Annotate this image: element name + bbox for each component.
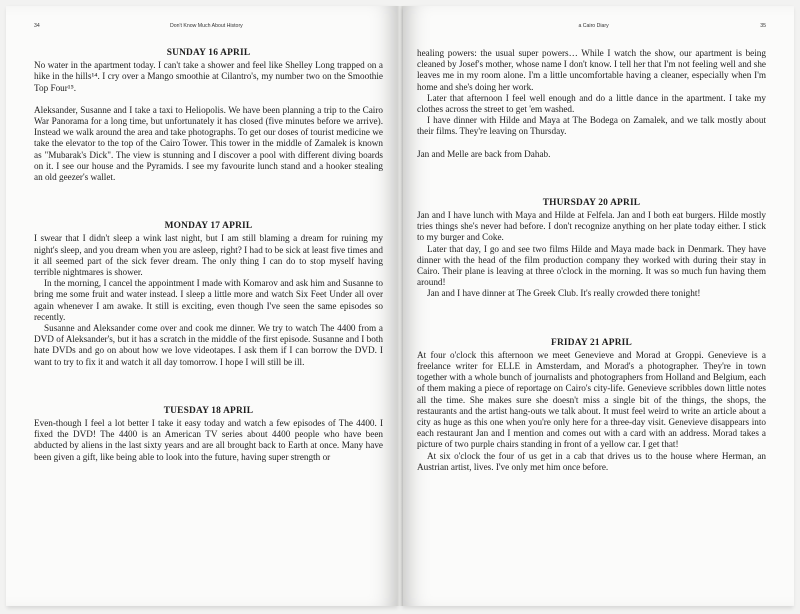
paragraph: Later that day, I go and see two films Hilde and Maya made back in Denmark. They have dinner with the head of the film production company they worked with during their stay in Cairo. Their plane is leaving at three o'clock in the morning. It was so much fun having them around!	[417, 243, 766, 288]
right-page-text	[417, 48, 766, 473]
paragraph: I have dinner with Hilde and Maya at The Bodega on Zamalek, and we talk mostly about their films. They're leaving on Thursday.	[417, 115, 766, 137]
left-page	[6, 6, 397, 606]
section-heading: SUNDAY 16 APRIL	[166, 48, 251, 58]
paragraph: No water in the apartment today. I can't take a shower and feel like Shelley Long trapped on a hike in the hills¹⁴. I cry over a Mango smoothie at Cilantro's, my number two on the Smoothie Top Four¹⁵.	[34, 60, 383, 93]
paragraph: At four o'clock this afternoon we meet Genevieve and Morad at Groppi. Genevieve is a freelance writer for ELLE in Amsterdam, and Morad's a photographer. They're in town together with a whole bunch of journalists and photographers from Holland and Belgium, each of them making a piece of reportage on Cairo's city-life. Genevieve scribbles down little notes all the time. She makes sure she doesn't miss a single bit of the things, the shops, the restaurants and the artist hang-outs we talk about. It must feel weird to write an article about a city as huge as this one when you're only here for a three-day visit. Genevieve disappears into each restaurant Jan and I mention and comes out with a card with an address. Morad takes a picture of two purple chairs standing in front of a yellow car. I get that!	[417, 349, 766, 450]
paragraph: At six o'clock the four of us get in a cab that drives us to the house where Herman, an Austrian artist, lives. I've only met him once before.	[417, 450, 766, 472]
paragraph: Jan and I have lunch with Maya and Hilde at Felfela. Jan and I both eat burgers. Hilde mostly tries things she's never had before. I don't recognize anything on her plate today either. I stick to my burger and Coke.	[417, 210, 766, 243]
paragraph: healing powers: the usual super powers… While I watch the show, our apartment is being cleaned by Josef's mother, whose name I don't know. I tell her that I'm not feeling well and she leaves me in my room alone. I'm a little uncomfortable having a cleaner, especially when I'm home and she's doing her work.	[417, 48, 766, 92]
right-page-number: 35	[760, 23, 766, 29]
paragraph: Later that afternoon I feel well enough and do a little dance in the apartment. I take my clothes across the street to get 'em washed.	[417, 92, 766, 115]
right-running-head	[417, 22, 766, 30]
section-heading: THURSDAY 20 APRIL	[542, 197, 641, 208]
paragraph: Susanne and Aleksander come over and cook me dinner. We try to watch The 4400 from a DVD of Aleksander's, but it has a scratch in the middle of the first episode. Susanne and I both hate DVDs and go on about how we love videotapes. I ask them if I can borrow the DVD. I want to try to fix it and watch it all day tomorrow. I hope I will still be ill.	[34, 323, 383, 367]
paragraph: Jan and Melle are back from Dahab.	[417, 148, 551, 159]
left-running-title: Don't Know Much About History	[169, 23, 243, 29]
section-heading: FRIDAY 21 APRIL	[551, 337, 632, 348]
section-heading: MONDAY 17 APRIL	[164, 221, 253, 232]
paragraph: Even-though I feel a lot better I take it easy today and watch a few episodes of The 4400. I fixed the DVD! The 4400 is an American TV series about 4400 people who have been abducted by aliens in the last sixty years and are all brought back to Earth at once. Many have been given a gift, like being able to look into the future, having super strength or	[34, 418, 383, 462]
paragraph: In the morning, I cancel the appointment I made with Komarov and ask him and Susanne to bring me some fruit and water instead. I sleep a little more and watch Six Feet Under all over again whenever I am awake. It still is exciting, even though I've seen the same episodes so recently.	[34, 278, 383, 322]
paragraph: Aleksander, Susanne and I take a taxi to Heliopolis. We have been planning a trip to the Cairo War Panorama for a long time, but unfortunately it has closed (five minutes before we arrive). Instead we walk around the area and take photographs. To get our doses of tourist medicine we take the elevator to the top of the Cairo Tower. This tower in the middle of Zamalek is known as "Mubarak's Dick". The view is stunning and I discover a pool with different diving boards on it. I see our house and the Pyramids. I see my favourite lunch stand and a hooker stealing an old geezer's wallet.	[34, 104, 383, 183]
left-running-head	[34, 22, 383, 30]
paragraph: I swear that I didn't sleep a wink last night, but I am still blaming a dream for ruining my night's sleep, and you dream when you are asleep, right? I had to be sick at least five times and it all seemed part of the sick fever dream. The only thing I can do to stop myself having terrible nightmares is shower.	[34, 233, 383, 278]
paragraph: Jan and I have dinner at The Greek Club. It's really crowded there tonight!	[427, 288, 701, 299]
right-page	[403, 6, 794, 606]
section-heading: TUESDAY 18 APRIL	[163, 405, 254, 416]
left-page-number: 34	[34, 23, 40, 29]
right-running-title: a Cairo Diary	[578, 23, 609, 29]
left-page-text	[34, 48, 383, 463]
